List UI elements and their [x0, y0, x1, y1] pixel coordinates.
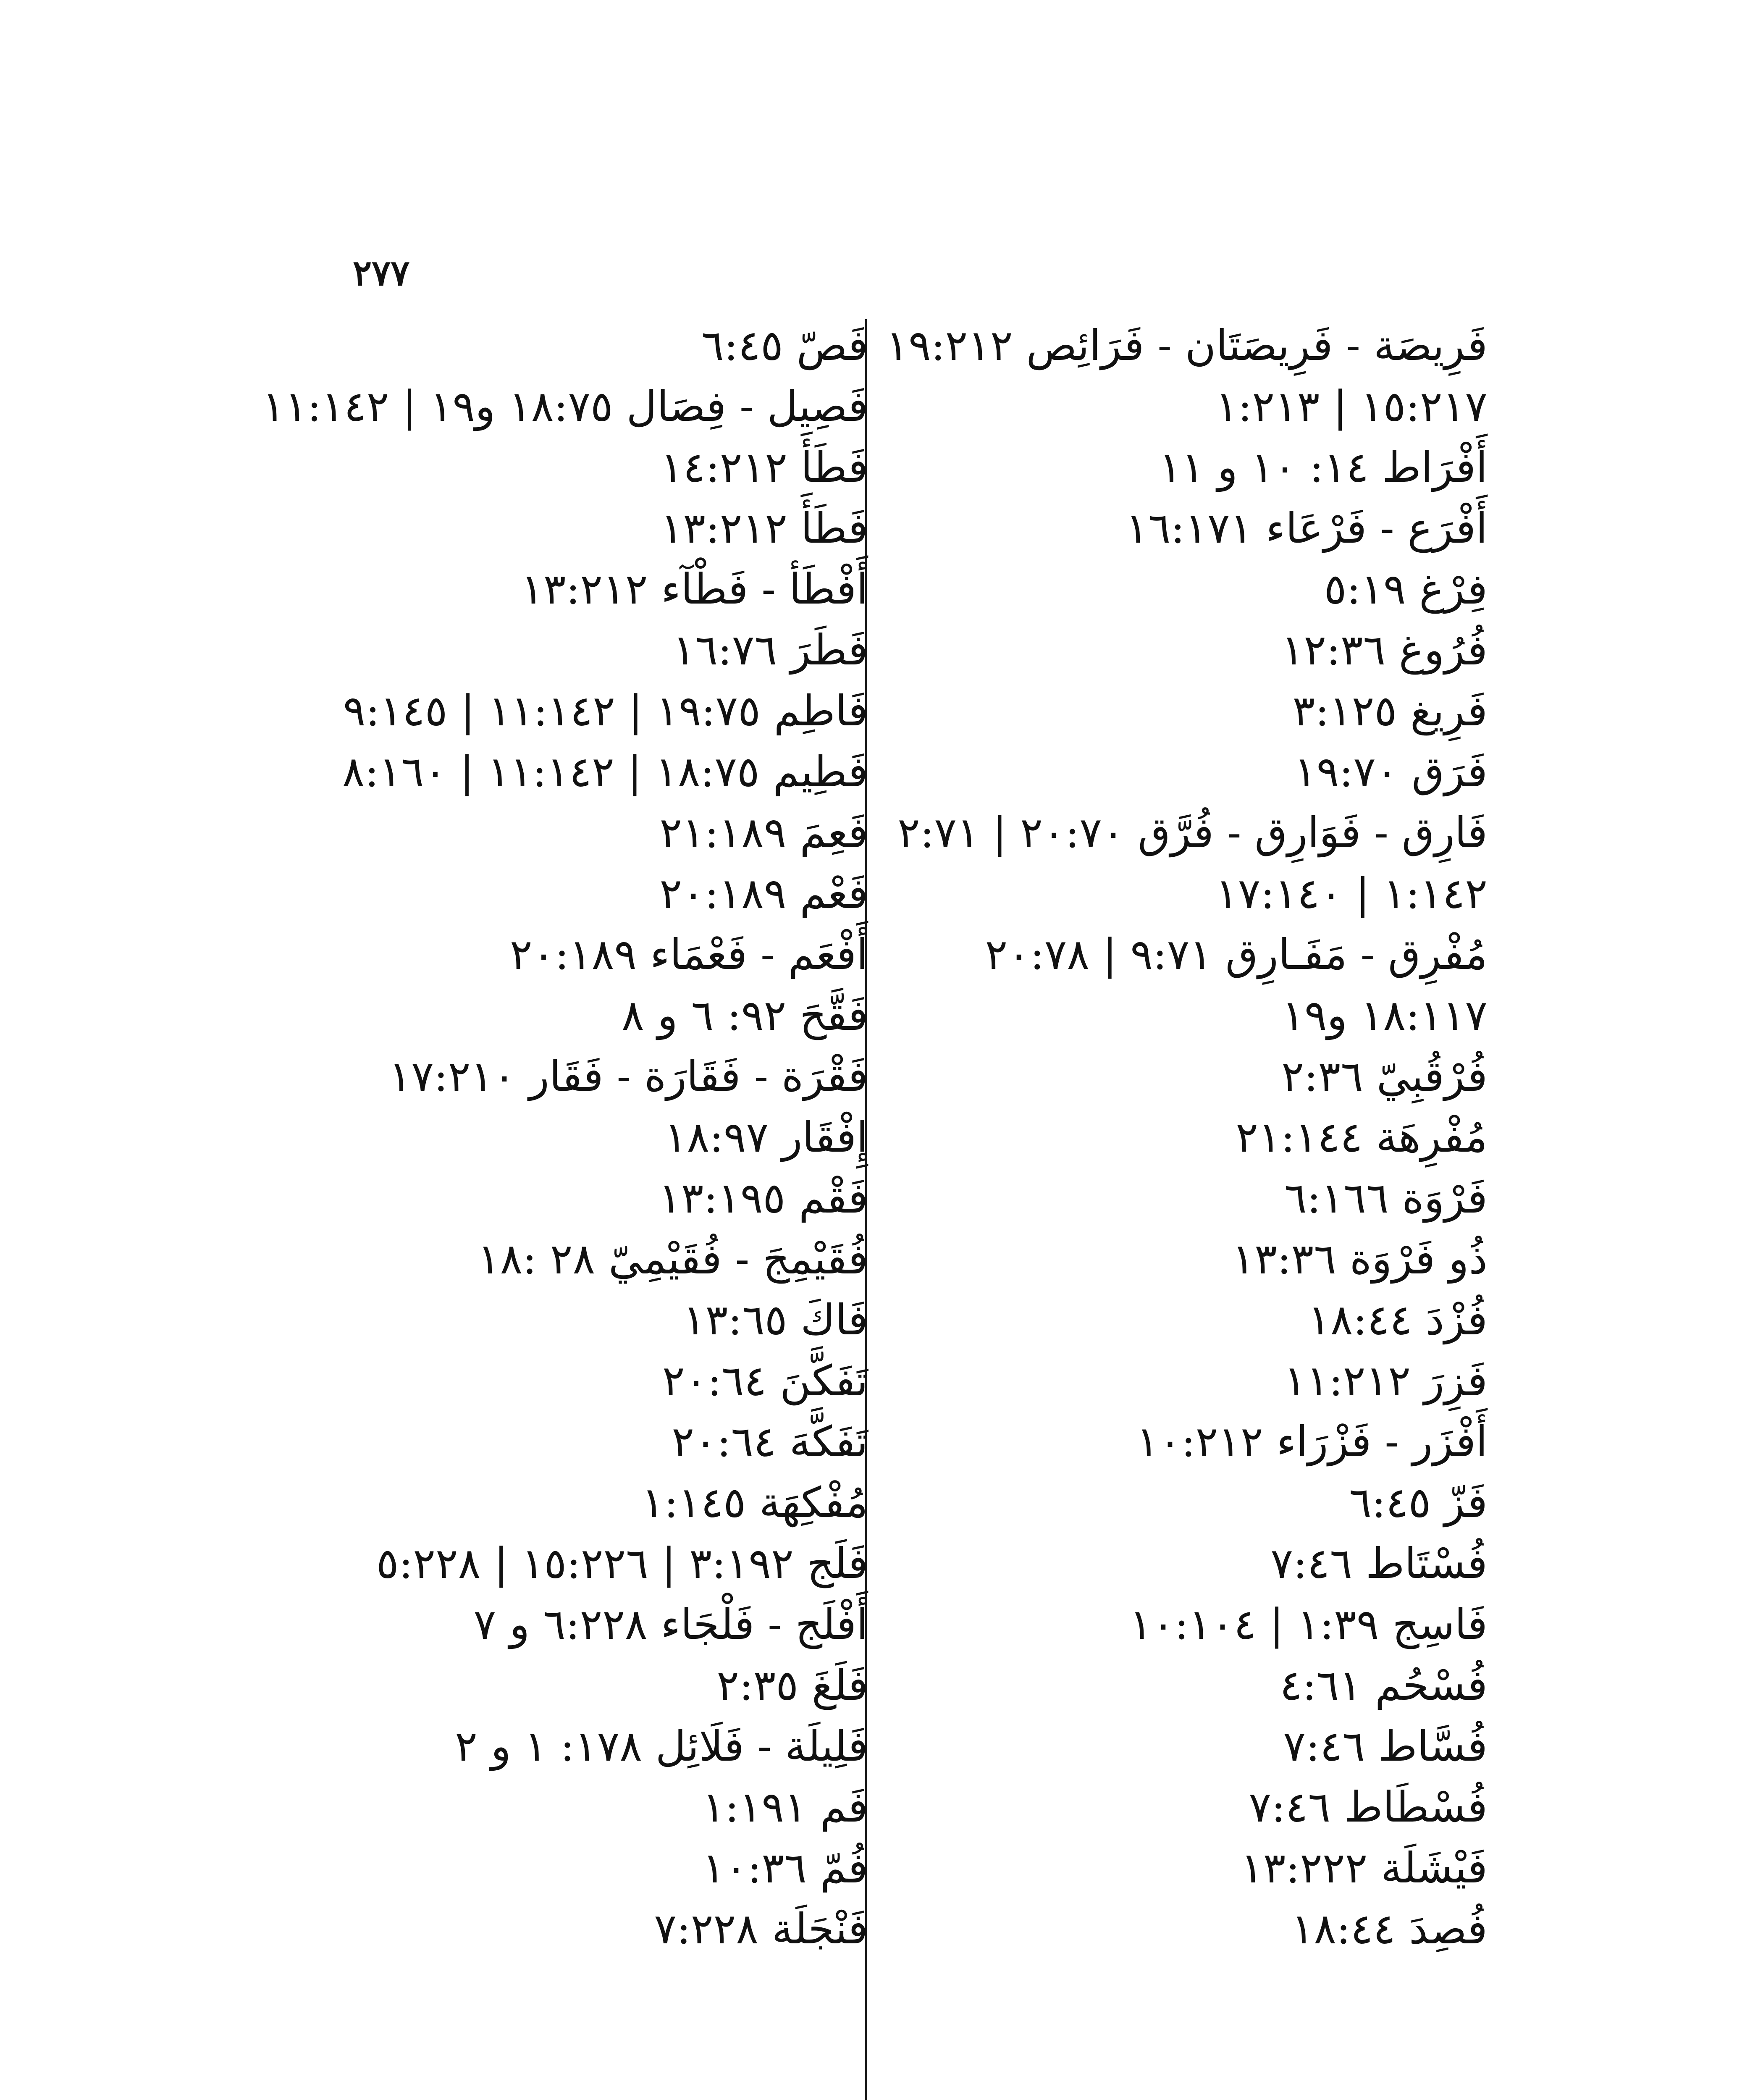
- page-number: ٢٧٧: [353, 252, 410, 294]
- index-entry: فَلَج ٣:١٩٢ | ١٥:٢٢٦ | ٥:٢٢٨: [376, 1539, 868, 1588]
- index-entry: فَرَق ١٩:٧٠: [1294, 747, 1488, 796]
- index-entry: فَعِمَ ٢١:١٨٩: [659, 808, 868, 857]
- index-entry: فَقْرَة - فَقَارَة - فَقَار ١٧:٢١٠: [388, 1052, 868, 1101]
- index-entry: فُسَّاط ٧:٤٦: [1283, 1722, 1488, 1771]
- index-column-right: [886, 315, 1488, 1959]
- index-entry: أَفْطَأ - فَطْآء ١٣:٢١٢: [521, 564, 868, 614]
- index-entry: فَرِيصَة - فَرِيصَتَان - فَرَائِص ١٩:٢١٢: [886, 321, 1488, 370]
- index-entry: مُفْرِهَة ٢١:١٤٤: [1236, 1113, 1488, 1162]
- index-entry: فَطِيم ١٨:٧٥ | ١١:١٤٢ | ٨:١٦٠: [342, 747, 868, 796]
- index-entry: إِفْقَار ١٨:٩٧: [664, 1113, 868, 1162]
- index-entry: فَاسِج ١:٣٩ | ١٠:١٠٤: [1129, 1600, 1488, 1649]
- index-entry: أَفْلَج - فَلْجَاء ٦:٢٢٨ و ٧: [473, 1600, 868, 1649]
- index-entry: فُزْدَ ١٨:٤٤: [1308, 1295, 1488, 1344]
- index-entry: مُفْرِق - مَفَـارِق ٩:٧١ | ٢٠:٧٨: [985, 930, 1488, 979]
- index-entry: فَقَّحَ ٩٢: ٦ و ٨: [622, 991, 868, 1040]
- index-entry: فَاطِم ١٩:٧٥ | ١١:١٤٢ | ٩:١٤٥: [343, 686, 868, 735]
- index-entry: فَلَغَ ٢:٣٥: [716, 1661, 868, 1710]
- index-entry: فَطَأَ ١٣:٢١٢: [660, 504, 868, 553]
- index-entry: أَفْزَر - فَزْرَاء ١٠:٢١٢: [1136, 1417, 1488, 1466]
- index-entry: فَطَأَ ١٤:٢١٢: [660, 443, 868, 492]
- index-entry: فَطَرَ ١٦:٧٦: [672, 625, 868, 675]
- index-entry: فَصّ ٦:٤٥: [701, 321, 868, 370]
- index-entry: فَنْجَلَة ٧:٢٢٨: [654, 1904, 868, 1953]
- index-entry: فُرُوغ ١٢:٣٦: [1281, 625, 1488, 675]
- index-entry: فُمّ ١٠:٣٦: [702, 1843, 868, 1893]
- index-entry: ذُو فَرْوَة ١٣:٣٦: [1232, 1234, 1488, 1284]
- index-entry: فُسْحُم ٤:٦١: [1280, 1661, 1488, 1710]
- index-entry: فَزّ ٦:٤٥: [1349, 1478, 1488, 1527]
- index-entry: فِرْغ ٥:١٩: [1324, 564, 1488, 614]
- index-entry: فَعْم ٢٠:١٨٩: [659, 869, 868, 918]
- index-entry: فَقْم ١٣:١٩٥: [659, 1173, 868, 1223]
- index-entry: تَفَكَّهَ ٢٠:٦٤: [672, 1417, 868, 1466]
- index-entry: فَلِيلَة - فَلَائِل ١٧٨: ١ و ٢: [455, 1722, 868, 1771]
- index-entry: فَرِيغ ٣:١٢٥: [1292, 686, 1488, 735]
- index-entry: فَاكَ ١٣:٦٥: [682, 1295, 868, 1344]
- index-entry: مُفْكِهَة ١:١٤٥: [641, 1478, 868, 1527]
- index-entry: فَزِرَ ١١:٢١٢: [1283, 1356, 1488, 1405]
- index-entry: أَفْرَاط ١٤: ١٠ و ١١: [1159, 443, 1488, 492]
- index-entry: أَفْرَع - فَرْعَاء ١٦:١٧١: [1126, 504, 1488, 553]
- index-entry: فَيْشَلَة ١٣:٢٢٢: [1241, 1843, 1488, 1893]
- index-entry: ١٥:٢١٧ | ١:٢١٣: [1215, 382, 1488, 431]
- index-entry: أَفْعَم - فَعْمَاء ٢٠:١٨٩: [509, 930, 868, 979]
- index-entry: فُقَيْمِجَ - فُقَيْمِيّ ٢٨ :١٨: [477, 1234, 868, 1284]
- index-entry: فَارِق - فَوَارِق - فُرَّق ٢٠:٧٠ | ٢:٧١: [897, 808, 1488, 857]
- index-entry: تَفَكَّنَ ٢٠:٦٤: [662, 1356, 868, 1405]
- index-entry: فُسْتَاط ٧:٤٦: [1270, 1539, 1488, 1588]
- index-entry: فَصِيل - فِصَال ١٨:٧٥ و١٩ | ١١:١٤٢: [262, 382, 868, 431]
- index-entry: فَرْوَة ٦:١٦٦: [1284, 1173, 1488, 1223]
- index-entry: فَم ١:١٩١: [702, 1782, 868, 1832]
- index-entry: ١:١٤٢ | ١٧:١٤٠: [1215, 869, 1488, 918]
- index-column-left: [230, 315, 868, 1959]
- index-entry: فُسْطَاط ٧:٤٦: [1249, 1782, 1488, 1832]
- index-entry: فُرْقُبِيّ ٢:٣٦: [1281, 1052, 1488, 1101]
- index-entry: ١٨:١١٧ و١٩: [1282, 991, 1488, 1040]
- index-entry: فُصِدَ ١٨:٤٤: [1291, 1904, 1488, 1953]
